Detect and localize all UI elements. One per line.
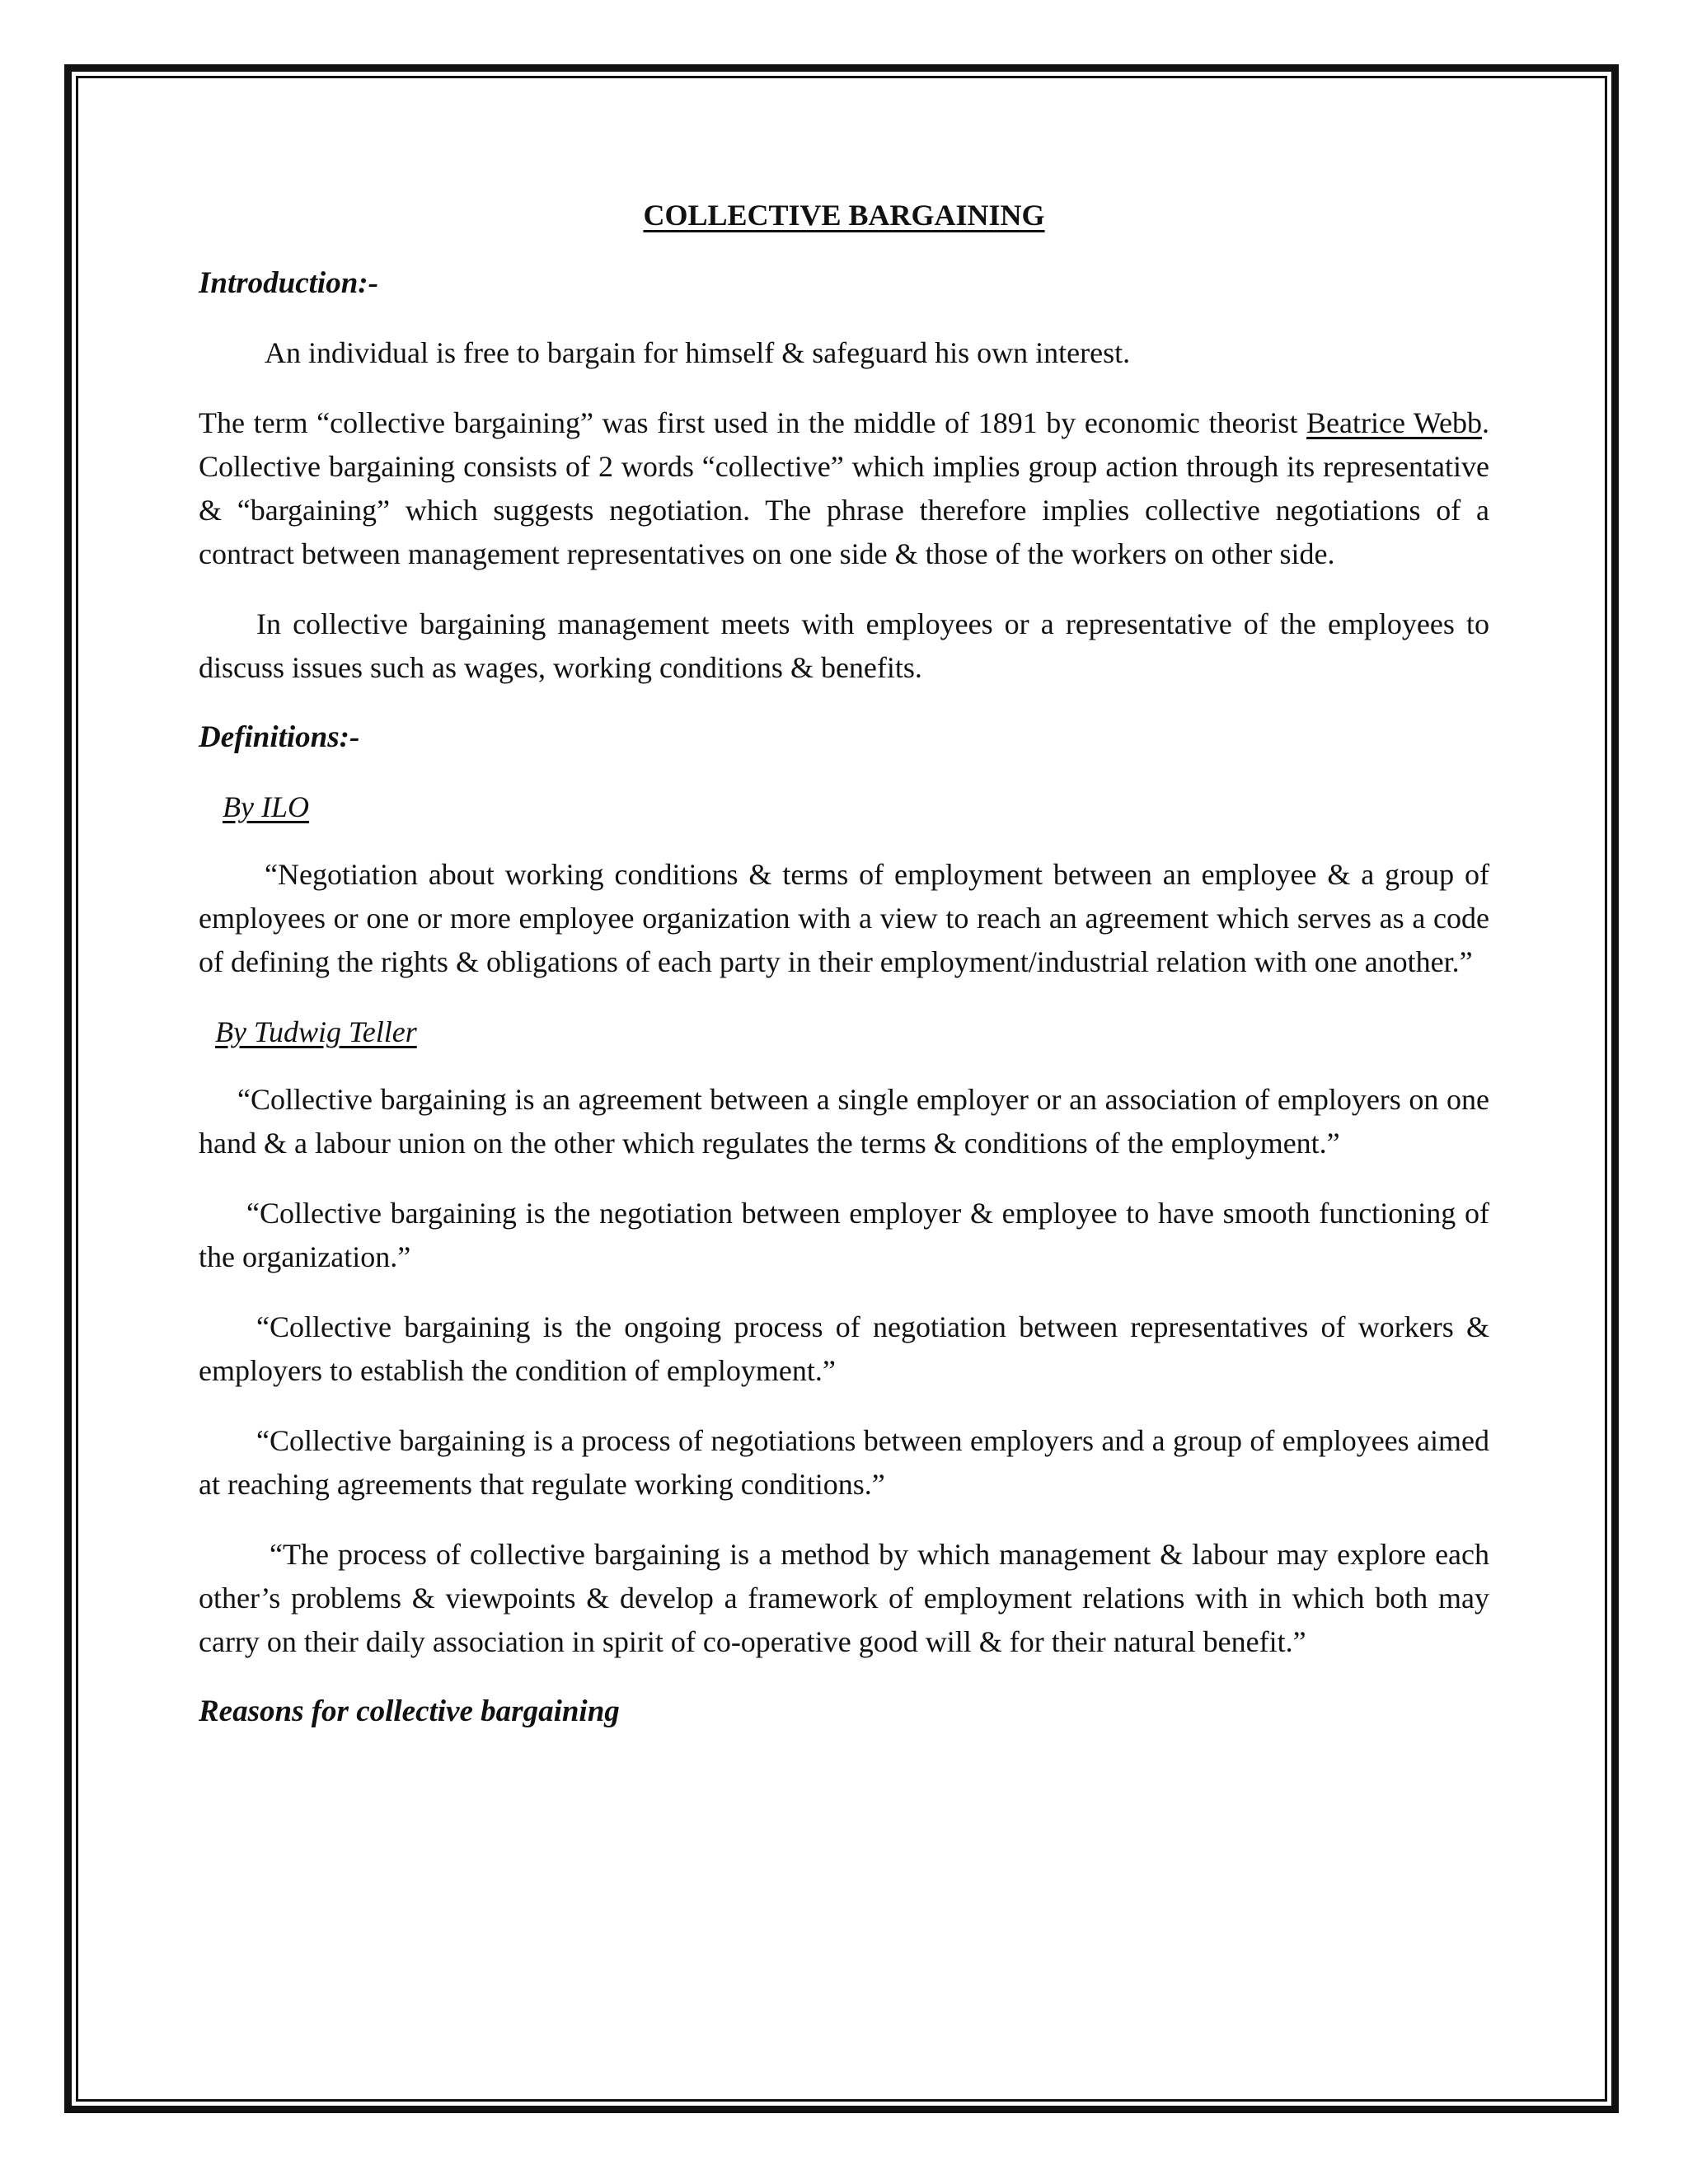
document-title: COLLECTIVE BARGAINING	[643, 199, 1045, 232]
definition-quote-2-text: “Collective bargaining is the negotiation between employer & employee to have smooth functioning of the organization.”	[199, 1197, 1489, 1273]
ilo-subheading: By ILO	[223, 790, 309, 823]
definition-quote-1-text: “Collective bargaining is an agreement between a single employer or an association of employers on one hand & a labour union on the other which regulates the terms & conditions of the employment.”	[199, 1083, 1489, 1160]
document-body	[199, 191, 1489, 1760]
ilo-definition	[199, 853, 1489, 984]
definition-quote-5-text: “The process of collective bargaining is a method by which management & labour may explore each other’s problems & viewpoints & develop a framework of employment relations with in which both may carry on their daily association in spirit of co-operative good will & for their natural benefit.”	[199, 1538, 1489, 1658]
intro-paragraph-3-text: In collective bargaining management meets with employees or a representative of the employees to discuss issues such as wages, working conditions & benefits.	[199, 607, 1489, 684]
teller-subheading: By Tudwig Teller	[215, 1015, 417, 1048]
intro-paragraph-3	[199, 602, 1489, 690]
intro-paragraph-1-text: An individual is free to bargain for himself & safeguard his own interest.	[265, 336, 1131, 369]
definition-quote-2	[199, 1192, 1489, 1279]
intro-paragraph-2-end: . Collective bargaining consists of 2 words “collective” which implies group action through its representative & “bargaining” which suggests negotiation. The phrase therefore implies collective negotiations of a contract between management representatives on one side & those of the workers on other side.	[199, 406, 1489, 570]
definition-quote-1	[199, 1078, 1489, 1165]
ilo-definition-text: “Negotiation about working conditions & terms of employment between an employee & a group of employees or one or more employee organization with a view to reach an agreement which serves as a code of defining the rights & obligations of each party in their employment/industrial relation with one another.”	[199, 858, 1489, 978]
definition-quote-3-text: “Collective bargaining is the ongoing process of negotiation between representatives of workers & employers to establish the condition of employment.”	[199, 1310, 1489, 1387]
reasons-heading: Reasons for collective bargaining	[199, 1694, 620, 1728]
beatrice-webb-link: Beatrice Webb	[1306, 406, 1482, 439]
definition-quote-4-text: “Collective bargaining is a process of negotiations between employers and a group of employees aimed at reaching agreements that regulate working conditions.”	[199, 1424, 1489, 1501]
intro-paragraph-2-start: The term “collective bargaining” was first used in the middle of 1891 by economic theorist	[199, 406, 1307, 439]
definition-quote-5	[199, 1533, 1489, 1664]
definition-quote-3	[199, 1305, 1489, 1393]
intro-paragraph-2	[199, 401, 1489, 576]
introduction-heading: Introduction:-	[199, 266, 378, 300]
intro-paragraph-1	[199, 331, 1489, 375]
definition-quote-4	[199, 1419, 1489, 1507]
definitions-heading: Definitions:-	[199, 720, 360, 754]
